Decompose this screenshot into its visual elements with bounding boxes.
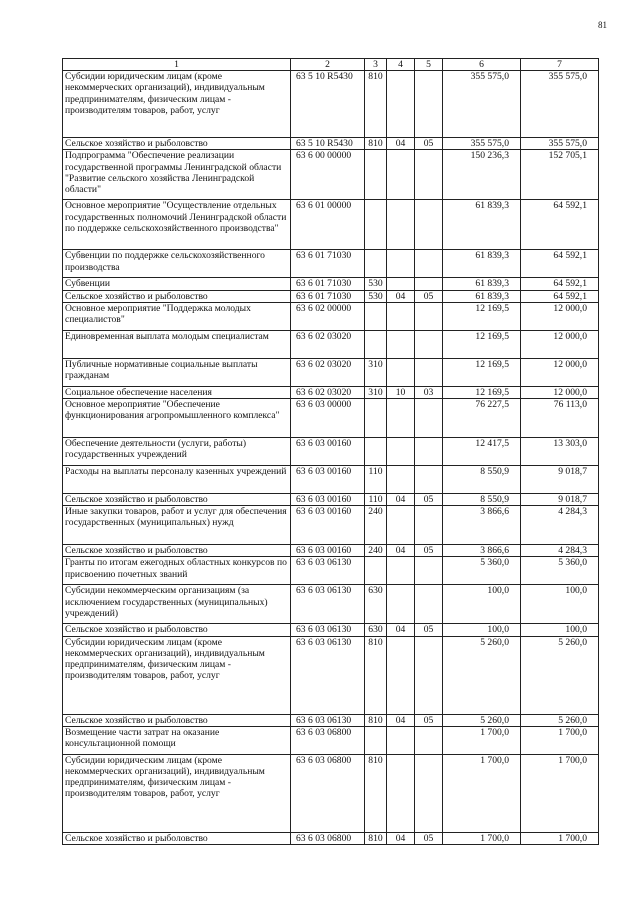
- row-vr: 530: [365, 290, 387, 302]
- header-cell: 7: [521, 59, 599, 71]
- table-row: [63, 399, 599, 438]
- row-code: 63 6 00 00000: [291, 150, 365, 200]
- row-sum-1: 12 169,5: [443, 302, 521, 330]
- row-code: 63 6 03 06130: [291, 585, 365, 624]
- row-code: 63 6 01 71030: [291, 278, 365, 290]
- row-vr: 810: [365, 832, 387, 844]
- row-rz: 04: [387, 832, 415, 844]
- row-code: 63 6 01 71030: [291, 290, 365, 302]
- row-vr: 310: [365, 386, 387, 398]
- row-sum-2: 1 700,0: [521, 754, 599, 832]
- row-sum-2: 5 260,0: [521, 636, 599, 714]
- row-sum-1: 12 169,5: [443, 358, 521, 386]
- row-pr: [415, 399, 443, 438]
- row-code: 63 5 10 R5430: [291, 138, 365, 150]
- table-row: [63, 636, 599, 714]
- row-sum-2: 9 018,7: [521, 466, 599, 494]
- row-rz: [387, 438, 415, 466]
- row-rz: 04: [387, 290, 415, 302]
- row-sum-2: 12 000,0: [521, 330, 599, 358]
- row-sum-2: 355 575,0: [521, 71, 599, 138]
- row-sum-2: 1 700,0: [521, 832, 599, 844]
- row-rz: [387, 726, 415, 754]
- row-pr: 05: [415, 494, 443, 506]
- row-rz: 10: [387, 386, 415, 398]
- row-pr: [415, 506, 443, 545]
- row-name: Сельское хозяйство и рыболовство: [63, 290, 291, 302]
- header-cell: 2: [291, 59, 365, 71]
- header-cell: 4: [387, 59, 415, 71]
- header-cell: 3: [365, 59, 387, 71]
- row-name: Основное мероприятие "Обеспечение функционирования агропромышленного комплекса": [63, 399, 291, 438]
- row-sum-1: 61 839,3: [443, 278, 521, 290]
- row-pr: 05: [415, 290, 443, 302]
- row-vr: 310: [365, 358, 387, 386]
- row-rz: [387, 278, 415, 290]
- row-sum-1: 355 575,0: [443, 138, 521, 150]
- row-name: Единовременная выплата молодым специалистам: [63, 330, 291, 358]
- row-name: Сельское хозяйство и рыболовство: [63, 545, 291, 557]
- row-rz: 04: [387, 714, 415, 726]
- table-row: [63, 200, 599, 250]
- table-row: [63, 386, 599, 398]
- row-name: Гранты по итогам ежегодных областных конкурсов по присвоению почетных званий: [63, 557, 291, 585]
- table-row: [63, 754, 599, 832]
- row-rz: [387, 506, 415, 545]
- table-row: [63, 466, 599, 494]
- row-vr: 630: [365, 585, 387, 624]
- row-rz: [387, 250, 415, 278]
- row-vr: 240: [365, 506, 387, 545]
- row-vr: [365, 399, 387, 438]
- row-sum-1: 3 866,6: [443, 545, 521, 557]
- header-cell: 1: [63, 59, 291, 71]
- row-name: Сельское хозяйство и рыболовство: [63, 714, 291, 726]
- row-rz: 04: [387, 545, 415, 557]
- row-name: Субвенции: [63, 278, 291, 290]
- row-rz: 04: [387, 138, 415, 150]
- row-code: 63 6 01 71030: [291, 250, 365, 278]
- row-sum-2: 64 592,1: [521, 200, 599, 250]
- row-sum-2: 100,0: [521, 624, 599, 636]
- row-sum-1: 5 260,0: [443, 636, 521, 714]
- row-vr: [365, 557, 387, 585]
- row-pr: [415, 71, 443, 138]
- row-vr: 810: [365, 636, 387, 714]
- table-row: [63, 557, 599, 585]
- row-rz: [387, 330, 415, 358]
- row-vr: [365, 150, 387, 200]
- row-pr: 05: [415, 138, 443, 150]
- row-vr: 240: [365, 545, 387, 557]
- row-pr: [415, 330, 443, 358]
- row-pr: [415, 200, 443, 250]
- row-rz: [387, 466, 415, 494]
- row-vr: 810: [365, 754, 387, 832]
- row-name: Основное мероприятие "Поддержка молодых специалистов": [63, 302, 291, 330]
- table-row: [63, 278, 599, 290]
- row-name: Возмещение части затрат на оказание консультационной помощи: [63, 726, 291, 754]
- table-row: [63, 71, 599, 138]
- row-sum-1: 61 839,3: [443, 200, 521, 250]
- row-sum-2: 13 303,0: [521, 438, 599, 466]
- row-name: Субсидии юридическим лицам (кроме некоммерческих организаций), индивидуальным предпринимателям, физическим лицам - производителям товаров, работ, услуг: [63, 636, 291, 714]
- row-sum-1: 76 227,5: [443, 399, 521, 438]
- row-vr: 530: [365, 278, 387, 290]
- row-sum-2: 1 700,0: [521, 726, 599, 754]
- row-sum-1: 3 866,6: [443, 506, 521, 545]
- table-row: [63, 494, 599, 506]
- row-name: Иные закупки товаров, работ и услуг для обеспечения государственных (муниципальных) нужд: [63, 506, 291, 545]
- table-row: [63, 726, 599, 754]
- row-rz: [387, 399, 415, 438]
- row-pr: [415, 250, 443, 278]
- row-name: Расходы на выплаты персоналу казенных учреждений: [63, 466, 291, 494]
- row-code: 63 6 01 00000: [291, 200, 365, 250]
- row-pr: [415, 466, 443, 494]
- row-rz: [387, 754, 415, 832]
- table-row: [63, 624, 599, 636]
- budget-table: [62, 58, 599, 845]
- table-row: [63, 832, 599, 844]
- table-row: [63, 250, 599, 278]
- row-vr: 110: [365, 466, 387, 494]
- row-code: 63 6 03 00160: [291, 545, 365, 557]
- row-code: 63 6 02 00000: [291, 302, 365, 330]
- row-name: Сельское хозяйство и рыболовство: [63, 832, 291, 844]
- row-sum-1: 61 839,3: [443, 250, 521, 278]
- row-code: 63 6 03 06130: [291, 636, 365, 714]
- row-sum-2: 12 000,0: [521, 302, 599, 330]
- table-row: [63, 506, 599, 545]
- row-sum-2: 4 284,3: [521, 506, 599, 545]
- row-pr: 05: [415, 624, 443, 636]
- row-name: Субсидии некоммерческим организациям (за исключением государственных (муниципальных) учреждений): [63, 585, 291, 624]
- row-sum-2: 12 000,0: [521, 386, 599, 398]
- row-sum-2: 76 113,0: [521, 399, 599, 438]
- row-sum-2: 355 575,0: [521, 138, 599, 150]
- row-code: 63 6 03 00160: [291, 438, 365, 466]
- header-cell: 5: [415, 59, 443, 71]
- row-code: 63 6 03 06800: [291, 754, 365, 832]
- table-header-row: [63, 59, 599, 71]
- row-code: 63 6 03 00160: [291, 466, 365, 494]
- row-pr: 05: [415, 832, 443, 844]
- row-pr: [415, 754, 443, 832]
- row-sum-2: 12 000,0: [521, 358, 599, 386]
- row-pr: [415, 278, 443, 290]
- row-vr: [365, 726, 387, 754]
- row-pr: [415, 150, 443, 200]
- row-pr: 03: [415, 386, 443, 398]
- row-name: Подпрограмма "Обеспечение реализации государственной программы Ленинградской области "Развитие сельского хозяйства Ленинградской области": [63, 150, 291, 200]
- header-cell: 6: [443, 59, 521, 71]
- row-name: Публичные нормативные социальные выплаты гражданам: [63, 358, 291, 386]
- row-vr: 630: [365, 624, 387, 636]
- row-sum-2: 4 284,3: [521, 545, 599, 557]
- row-sum-2: 152 705,1: [521, 150, 599, 200]
- row-sum-1: 1 700,0: [443, 754, 521, 832]
- row-code: 63 6 03 00160: [291, 506, 365, 545]
- table-row: [63, 138, 599, 150]
- row-rz: [387, 636, 415, 714]
- row-name: Обеспечение деятельности (услуги, работы) государственных учреждений: [63, 438, 291, 466]
- table-row: [63, 545, 599, 557]
- row-name: Сельское хозяйство и рыболовство: [63, 494, 291, 506]
- row-sum-1: 5 360,0: [443, 557, 521, 585]
- row-code: 63 6 02 03020: [291, 330, 365, 358]
- row-sum-1: 100,0: [443, 585, 521, 624]
- row-code: 63 6 03 06130: [291, 714, 365, 726]
- row-pr: 05: [415, 545, 443, 557]
- row-rz: [387, 200, 415, 250]
- row-rz: 04: [387, 494, 415, 506]
- row-sum-2: 5 260,0: [521, 714, 599, 726]
- row-pr: [415, 358, 443, 386]
- row-code: 63 6 03 06130: [291, 624, 365, 636]
- row-name: Основное мероприятие "Осуществление отдельных государственных полномочий Ленинградской области по поддержке сельскохозяйственного производства": [63, 200, 291, 250]
- row-pr: 05: [415, 714, 443, 726]
- row-vr: [365, 250, 387, 278]
- row-pr: [415, 726, 443, 754]
- table-row: [63, 714, 599, 726]
- row-pr: [415, 585, 443, 624]
- row-sum-2: 64 592,1: [521, 250, 599, 278]
- row-sum-2: 9 018,7: [521, 494, 599, 506]
- row-sum-1: 1 700,0: [443, 832, 521, 844]
- row-name: Субсидии юридическим лицам (кроме некоммерческих организаций), индивидуальным предпринимателям, физическим лицам - производителям товаров, работ, услуг: [63, 71, 291, 138]
- row-name: Сельское хозяйство и рыболовство: [63, 138, 291, 150]
- row-vr: 810: [365, 714, 387, 726]
- row-code: 63 6 03 00160: [291, 494, 365, 506]
- table-row: [63, 585, 599, 624]
- row-vr: [365, 330, 387, 358]
- row-pr: [415, 636, 443, 714]
- page-number: 81: [598, 20, 607, 30]
- table-row: [63, 150, 599, 200]
- row-sum-2: 64 592,1: [521, 278, 599, 290]
- row-sum-1: 8 550,9: [443, 494, 521, 506]
- row-rz: [387, 71, 415, 138]
- row-code: 63 6 03 06800: [291, 726, 365, 754]
- row-sum-2: 64 592,1: [521, 290, 599, 302]
- row-sum-1: 150 236,3: [443, 150, 521, 200]
- row-name: Субвенции по поддержке сельскохозяйственного производства: [63, 250, 291, 278]
- table-row: [63, 330, 599, 358]
- row-code: 63 6 02 03020: [291, 386, 365, 398]
- row-rz: [387, 150, 415, 200]
- row-sum-1: 12 169,5: [443, 386, 521, 398]
- row-sum-1: 100,0: [443, 624, 521, 636]
- row-vr: [365, 302, 387, 330]
- row-sum-1: 1 700,0: [443, 726, 521, 754]
- row-pr: [415, 302, 443, 330]
- row-code: 63 6 03 06130: [291, 557, 365, 585]
- row-sum-1: 5 260,0: [443, 714, 521, 726]
- row-rz: [387, 358, 415, 386]
- row-sum-1: 12 417,5: [443, 438, 521, 466]
- row-rz: 04: [387, 624, 415, 636]
- row-code: 63 5 10 R5430: [291, 71, 365, 138]
- table-row: [63, 302, 599, 330]
- row-name: Социальное обеспечение населения: [63, 386, 291, 398]
- row-rz: [387, 302, 415, 330]
- row-name: Сельское хозяйство и рыболовство: [63, 624, 291, 636]
- row-sum-1: 61 839,3: [443, 290, 521, 302]
- row-rz: [387, 557, 415, 585]
- row-rz: [387, 585, 415, 624]
- row-name: Субсидии юридическим лицам (кроме некоммерческих организаций), индивидуальным предпринимателям, физическим лицам - производителям товаров, работ, услуг: [63, 754, 291, 832]
- table-row: [63, 438, 599, 466]
- row-vr: 810: [365, 71, 387, 138]
- row-sum-1: 12 169,5: [443, 330, 521, 358]
- row-sum-1: 355 575,0: [443, 71, 521, 138]
- row-vr: [365, 200, 387, 250]
- row-pr: [415, 438, 443, 466]
- table-row: [63, 290, 599, 302]
- row-code: 63 6 03 06800: [291, 832, 365, 844]
- table-row: [63, 358, 599, 386]
- row-sum-2: 100,0: [521, 585, 599, 624]
- row-vr: 110: [365, 494, 387, 506]
- row-vr: 810: [365, 138, 387, 150]
- row-sum-2: 5 360,0: [521, 557, 599, 585]
- row-pr: [415, 557, 443, 585]
- row-vr: [365, 438, 387, 466]
- row-code: 63 6 03 00000: [291, 399, 365, 438]
- row-code: 63 6 02 03020: [291, 358, 365, 386]
- row-sum-1: 8 550,9: [443, 466, 521, 494]
